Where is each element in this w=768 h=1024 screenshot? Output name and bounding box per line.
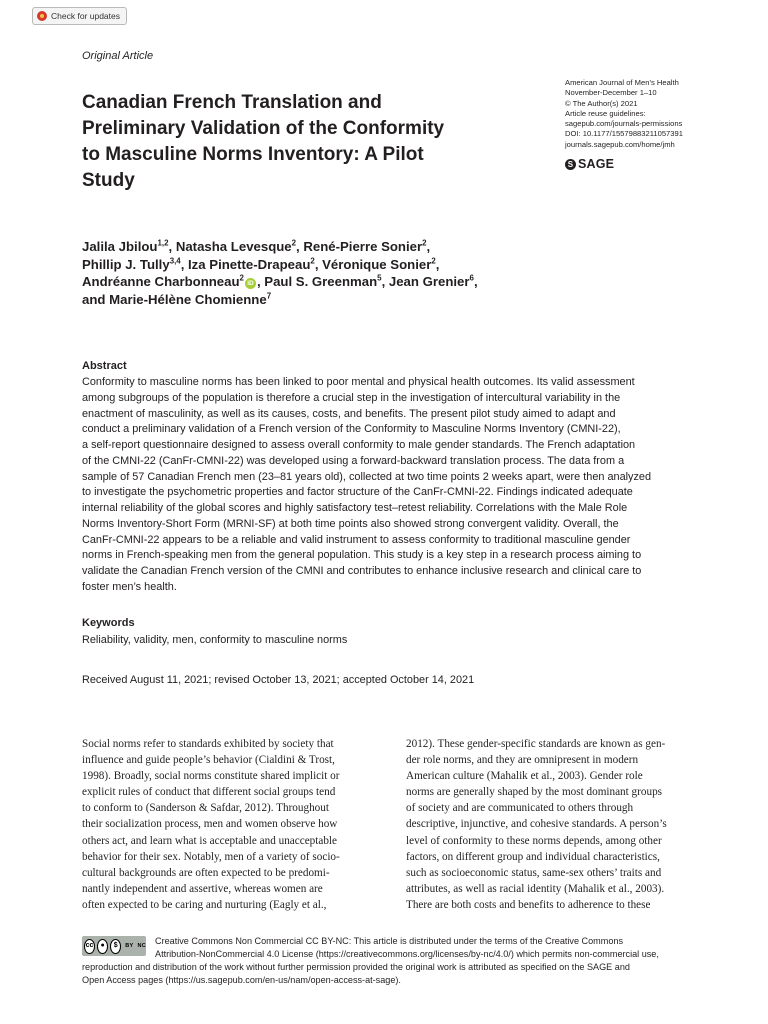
journal-home-link[interactable]: journals.sagepub.com/home/jmh bbox=[565, 139, 675, 149]
abstract-line: conduct a preliminary validation of a French version of the Conformity to Masculine Norms Inventory (CMNI-22), bbox=[82, 423, 621, 436]
license-line: reproduction and distribution of the work without further permission provided the original work is attributed as specified on the SAGE and bbox=[82, 962, 630, 972]
cc-license-badge[interactable] bbox=[82, 936, 146, 956]
body-line: cultural backgrounds are often expected to be predomi- bbox=[82, 866, 330, 879]
author-affiliation: 5 bbox=[377, 274, 382, 284]
author-list bbox=[82, 238, 582, 309]
body-line: influence and guide people’s behavior (Cialdini & Trost, bbox=[82, 754, 335, 767]
body-line: American culture (Mahalik et al., 2003). Gender role bbox=[406, 770, 643, 783]
journal-info bbox=[565, 78, 745, 150]
attribution-icon: ● bbox=[97, 939, 108, 954]
journal-issue: November-December 1–10 bbox=[565, 88, 657, 98]
cc-badge-by: BY bbox=[125, 943, 134, 949]
body-line: explicit rules of conduct that different social groups tend bbox=[82, 786, 336, 799]
title-line: to Masculine Norms Inventory: A Pilot bbox=[82, 144, 424, 165]
body-line: others act, and learn what is acceptable and unacceptable bbox=[82, 834, 338, 847]
abstract-line: Conformity to masculine norms has been linked to poor mental and physical health outcomes. Its valid assessment bbox=[82, 376, 635, 388]
noncommercial-icon: $ bbox=[110, 939, 121, 954]
article-title bbox=[82, 90, 552, 194]
author-line: Phillip J. Tully$^{3,4}$, Iza Pinette-Drapeau$^2$, Véronique Sonier$^2$, bbox=[82, 256, 440, 272]
sage-logo-text: SAGE bbox=[578, 157, 615, 171]
author-affiliation: 2 bbox=[291, 238, 297, 248]
body-line: to conform to (Sanderson & Safdar, 2012). Throughout bbox=[82, 802, 329, 815]
body-line: factors, on different group and individual characteristics, bbox=[406, 850, 660, 863]
author-affiliation: 2 bbox=[239, 274, 244, 284]
body-line: attributes, as well as racial identity (Mahalik et al., 2003). bbox=[406, 882, 665, 895]
body-line: often expected to be caring and nurturing (Eagly et al., bbox=[82, 898, 327, 911]
author-affiliation: 2 bbox=[431, 256, 436, 266]
abstract-line: foster men’s health. bbox=[82, 580, 177, 593]
body-line: 1998). Broadly, social norms constitute shared implicit or bbox=[82, 770, 340, 783]
body-line: nantly independent and assertive, whereas women are bbox=[82, 882, 323, 895]
author-name: René-Pierre Sonier bbox=[303, 239, 423, 254]
article-type: Original Article bbox=[82, 50, 154, 62]
abstract-line: to investigate the psychometric properties and factor structure of the CanFr-CMNI-22. Findings indicated adequate bbox=[82, 486, 633, 499]
body-line: such as socioeconomic status, same-sex others’ traits and bbox=[406, 866, 662, 879]
abstract-line: Norms Inventory-Short Form (MRNI-SF) at both time points also showed strong convergent validity. Overall, the bbox=[82, 517, 619, 530]
body-line: There are both costs and benefits to adherence to these bbox=[406, 898, 651, 911]
author-name: Andréanne Charbonneau bbox=[82, 274, 240, 290]
received-dates: Received August 11, 2021; revised October 13, 2021; accepted October 14, 2021 bbox=[82, 674, 475, 686]
abstract-heading: Abstract bbox=[82, 360, 127, 372]
creative-commons-icon: cc bbox=[84, 939, 95, 954]
author-affiliation: 6 bbox=[469, 274, 474, 284]
author-name: Véronique Sonier bbox=[322, 256, 432, 272]
keywords-heading: Keywords bbox=[82, 617, 135, 629]
abstract-line: sample of 57 Canadian French men (23–81 years old), collected at two time points 2 weeks apart, were then analyzed bbox=[82, 470, 652, 483]
check-for-updates-button[interactable] bbox=[32, 7, 127, 25]
author-affiliation: 3,4 bbox=[169, 256, 181, 266]
body-line: level of conformity to these norms depends, among other bbox=[406, 834, 662, 847]
cc-badge-nc: NC bbox=[137, 943, 146, 949]
body-line: behavior for their sex. Notably, men of a variety of socio- bbox=[82, 850, 340, 863]
author-name: Marie-Hélène Chomienne bbox=[109, 292, 267, 308]
license-line: Open Access pages (https://us.sagepub.com/en-us/nam/open-access-at-sage). bbox=[82, 975, 401, 986]
body-column-right bbox=[406, 736, 706, 913]
author-connector: and bbox=[82, 292, 106, 308]
body-column-left bbox=[82, 736, 382, 913]
copyright: © The Author(s) 2021 bbox=[565, 98, 638, 108]
crossmark-icon bbox=[37, 11, 47, 21]
author-name: Jean Grenier bbox=[388, 274, 470, 290]
permissions-link[interactable]: sagepub.com/journals-permissions bbox=[565, 119, 683, 129]
author-affiliation: 7 bbox=[266, 291, 272, 301]
doi[interactable]: DOI: 10.1177/15579883211057391 bbox=[565, 129, 683, 139]
author-name: Jalila Jbilou bbox=[82, 239, 158, 254]
abstract-line: of the CMNI-22 (CanFr-CMNI-22) was developed using a forward-backward translation process. The data from a bbox=[82, 454, 625, 467]
license-text bbox=[155, 935, 715, 961]
author-affiliation: 2 bbox=[422, 238, 427, 248]
abstract-line: a self-report questionnaire designed to assess overall conformity to male gender standards. The French adaptation bbox=[82, 439, 636, 451]
abstract-line: enactment of masculinity, as well as its causes, costs, and benefits. The present pilot study aimed to adapt and bbox=[82, 407, 616, 420]
author-name: Iza Pinette-Drapeau bbox=[188, 256, 311, 272]
body-line: of society and are communicated to others through bbox=[406, 802, 634, 815]
license-line: Attribution-NonCommercial 4.0 License (https://creativecommons.org/licenses/by-nc/4.0/) which permits non-commercial use, bbox=[155, 949, 659, 960]
abstract-line: norms in French-speaking men from the general population. This study is a key step in a research process aiming to bbox=[82, 549, 642, 562]
title-line: Canadian French Translation and bbox=[82, 92, 382, 113]
body-line: der role norms, and they are omnipresent in modern bbox=[406, 754, 639, 767]
author-line: Jalila Jbilou$^{1,2}$, Natasha Levesque$^2$, René-Pierre Sonier$^2$, bbox=[82, 238, 431, 254]
check-for-updates-label: Check for updates bbox=[51, 11, 120, 21]
title-line: Preliminary Validation of the Conformity bbox=[82, 118, 445, 139]
author-line: Andréanne Charbonneau$^2$iD , Paul S. Greenman$^5$, Jean Grenier$^6$, bbox=[82, 274, 478, 290]
body-line: their socialization process, men and women observe how bbox=[82, 818, 338, 831]
sage-logo bbox=[565, 157, 614, 171]
orcid-icon[interactable]: iD bbox=[245, 278, 256, 289]
abstract-line: CanFr-CMNI-22 appears to be a reliable and valid instrument to assess conformity to traditional masculine gender bbox=[82, 533, 631, 546]
author-name: Phillip J. Tully bbox=[82, 256, 170, 272]
body-line: Social norms refer to standards exhibited by society that bbox=[82, 738, 334, 750]
body-line: norms are generally shaped by the most dominant groups bbox=[406, 786, 663, 799]
keywords-text: Reliability, validity, men, conformity to masculine norms bbox=[82, 634, 348, 646]
license-text-continued bbox=[82, 961, 712, 987]
abstract-line: among subgroups of the population is therefore a crucial step in the investigation of intercultural variability in the bbox=[82, 391, 621, 404]
title-line: Study bbox=[82, 170, 135, 191]
author-affiliation: 1,2 bbox=[157, 238, 169, 248]
body-line: descriptive, injunctive, and cohesive standards. A person’s bbox=[406, 818, 667, 831]
abstract-line: validate the Canadian French version of the CMNI and contributes to enhance inclusive research and clinical care to bbox=[82, 565, 642, 577]
author-affiliation: 2 bbox=[310, 256, 315, 266]
abstract-text bbox=[82, 375, 706, 596]
author-line bbox=[82, 291, 582, 309]
journal-name: American Journal of Men’s Health bbox=[565, 78, 679, 87]
sage-mark-icon: S bbox=[565, 159, 576, 170]
author-name: Paul S. Greenman bbox=[264, 274, 378, 290]
license-line: Creative Commons Non Commercial CC BY-NC: This article is distributed under the terms of the Creative Commons bbox=[155, 936, 623, 946]
abstract-line: internal reliability of the global scores and highly satisfactory test–retest reliability. Correlations with the Male Role bbox=[82, 502, 628, 514]
reuse-label: Article reuse guidelines: bbox=[565, 108, 646, 118]
author-name: Natasha Levesque bbox=[175, 239, 292, 254]
body-line: 2012). These gender-specific standards are known as gen- bbox=[406, 738, 666, 750]
